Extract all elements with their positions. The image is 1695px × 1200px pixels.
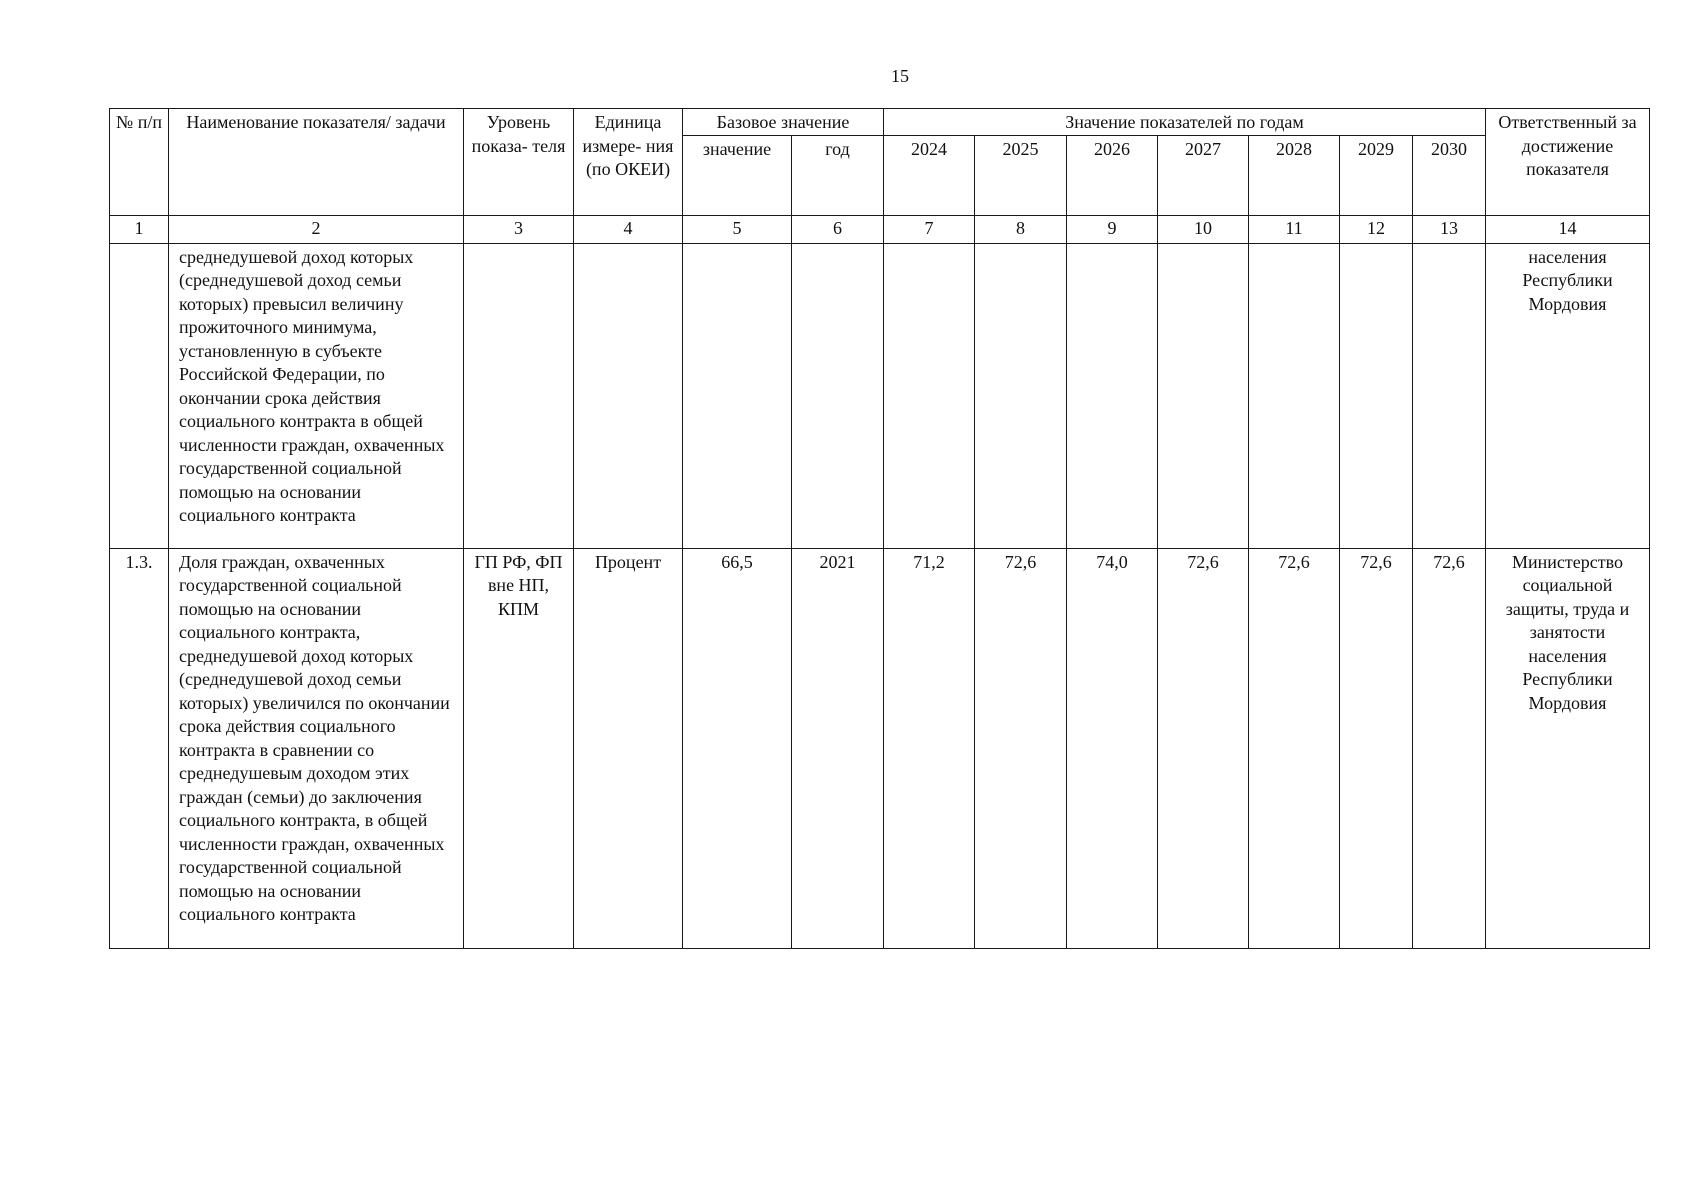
value-2029: 72,6: [1340, 548, 1413, 948]
base-year: 2021: [792, 548, 884, 948]
header-base-year: год: [792, 135, 884, 215]
indicator-unit: Процент: [574, 548, 683, 948]
column-number: 4: [574, 215, 683, 243]
value-2026: [1067, 243, 1158, 548]
header-row-1: [110, 109, 1650, 136]
header-year-2030: 2030: [1413, 135, 1486, 215]
table-row: [110, 243, 1650, 548]
base-value: [683, 243, 792, 548]
column-number: 8: [975, 215, 1067, 243]
base-value: 66,5: [683, 548, 792, 948]
header-year-2026: 2026: [1067, 135, 1158, 215]
value-2027: [1158, 243, 1249, 548]
responsible: населения Республики Мордовия: [1486, 243, 1650, 548]
header-year-2027: 2027: [1158, 135, 1249, 215]
column-number: 11: [1249, 215, 1340, 243]
column-number: 3: [464, 215, 574, 243]
header-year-2024: 2024: [884, 135, 975, 215]
value-2024: 71,2: [884, 548, 975, 948]
header-responsible: Ответственный за достижение показателя: [1486, 109, 1650, 216]
column-number: 7: [884, 215, 975, 243]
value-2030: 72,6: [1413, 548, 1486, 948]
value-2030: [1413, 243, 1486, 548]
header-level: Уровень показа- теля: [464, 109, 574, 216]
header-base: Базовое значение: [683, 109, 884, 136]
indicator-unit: [574, 243, 683, 548]
value-2025: [975, 243, 1067, 548]
responsible: Министерство социальной защиты, труда и занятости населения Республики Мордовия: [1486, 548, 1650, 948]
column-number: 10: [1158, 215, 1249, 243]
row-num: 1.3.: [110, 548, 169, 948]
column-numbers-row: [110, 215, 1650, 243]
header-year-2029: 2029: [1340, 135, 1413, 215]
column-number: 2: [169, 215, 464, 243]
row-num: [110, 243, 169, 548]
value-2025: 72,6: [975, 548, 1067, 948]
header-unit: Единица измере- ния (по ОКЕИ): [574, 109, 683, 216]
value-2027: 72,6: [1158, 548, 1249, 948]
header-year-2028: 2028: [1249, 135, 1340, 215]
column-number: 12: [1340, 215, 1413, 243]
indicator-name: Доля граждан, охваченных государственной социальной помощью на основании социального контракта, среднедушевой доход которых (среднедушевой доход семьи которых) увеличился по окончании срока действия социального контракта в сравнении со среднедушевым доходом этих граждан (семьи) до заключения социального контракта, в общей численности граждан, охваченных государственной социальной помощью на основании социального контракта: [169, 548, 464, 948]
column-number: 13: [1413, 215, 1486, 243]
value-2026: 74,0: [1067, 548, 1158, 948]
indicator-name: среднедушевой доход которых (среднедушевой доход семьи которых) превысил величину прожиточного минимума, установленную в субъекте Российской Федерации, по окончании срока действия социального контракта в общей численности граждан, охваченных государственной социальной помощью на основании социального контракта: [169, 243, 464, 548]
indicator-level: ГП РФ, ФП вне НП, КПМ: [464, 548, 574, 948]
header-years-group: Значение показателей по годам: [884, 109, 1486, 136]
column-number: 9: [1067, 215, 1158, 243]
value-2028: [1249, 243, 1340, 548]
header-name: Наименование показателя/ задачи: [169, 109, 464, 216]
column-number: 14: [1486, 215, 1650, 243]
table-row: [110, 548, 1650, 948]
header-num: № п/п: [110, 109, 169, 216]
value-2029: [1340, 243, 1413, 548]
value-2024: [884, 243, 975, 548]
column-number: 5: [683, 215, 792, 243]
column-number: 1: [110, 215, 169, 243]
indicator-level: [464, 243, 574, 548]
column-number: 6: [792, 215, 884, 243]
base-year: [792, 243, 884, 548]
indicators-table: [109, 108, 1650, 949]
value-2028: 72,6: [1249, 548, 1340, 948]
header-year-2025: 2025: [975, 135, 1067, 215]
header-base-value: значение: [683, 135, 792, 215]
page-number: 15: [891, 66, 909, 86]
